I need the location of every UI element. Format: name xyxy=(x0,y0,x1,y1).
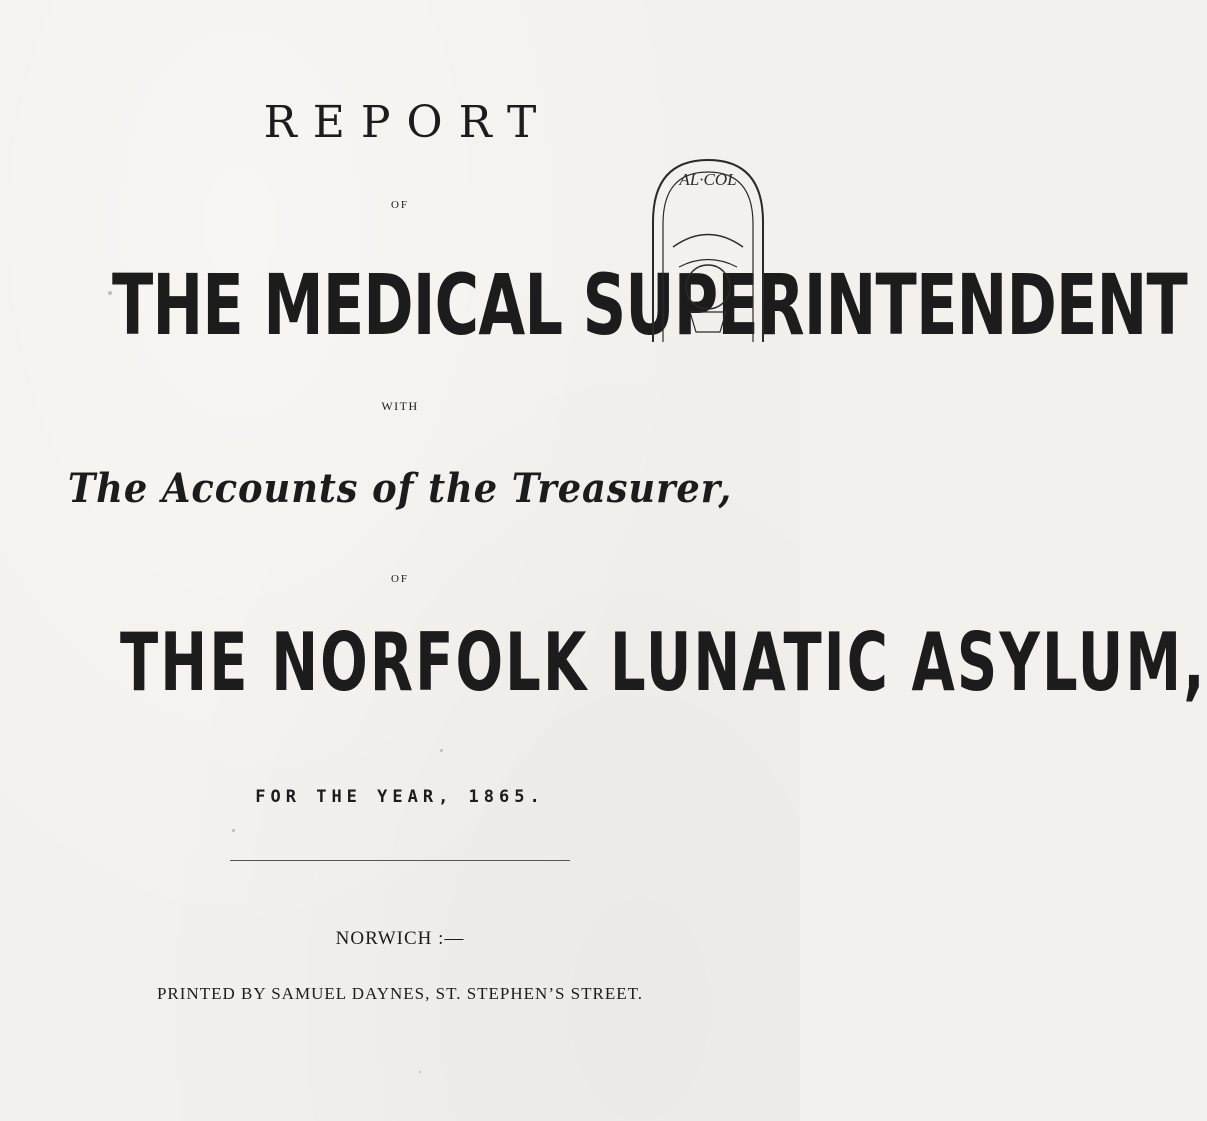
asylum-heading: THE NORFOLK LUNATIC ASYLUM, xyxy=(120,616,1207,709)
place-line: NORWICH :— xyxy=(335,928,465,949)
with-connector: WITH xyxy=(381,399,419,413)
of-connector-2: OF xyxy=(390,573,410,585)
library-stamp xyxy=(645,152,771,352)
paper-speck xyxy=(440,749,443,752)
year-line: FOR THE YEAR, 1865. xyxy=(255,787,545,807)
divider-rule xyxy=(230,860,570,861)
report-heading: REPORT xyxy=(263,97,553,148)
medical-superintendent-heading: THE MEDICAL SUPERINTENDENT xyxy=(112,256,1188,354)
stamp-lettering: AL·COL xyxy=(679,170,737,189)
paper-speck xyxy=(232,829,235,832)
printer-imprint: PRINTED BY SAMUEL DAYNES, ST. STEPHEN’S STREET. xyxy=(156,984,644,1003)
of-connector-1: OF xyxy=(390,199,410,211)
treasurer-accounts-heading: The Accounts of the Treasurer, xyxy=(67,465,733,512)
paper-speck xyxy=(108,291,112,295)
paper-speck xyxy=(419,1071,421,1073)
